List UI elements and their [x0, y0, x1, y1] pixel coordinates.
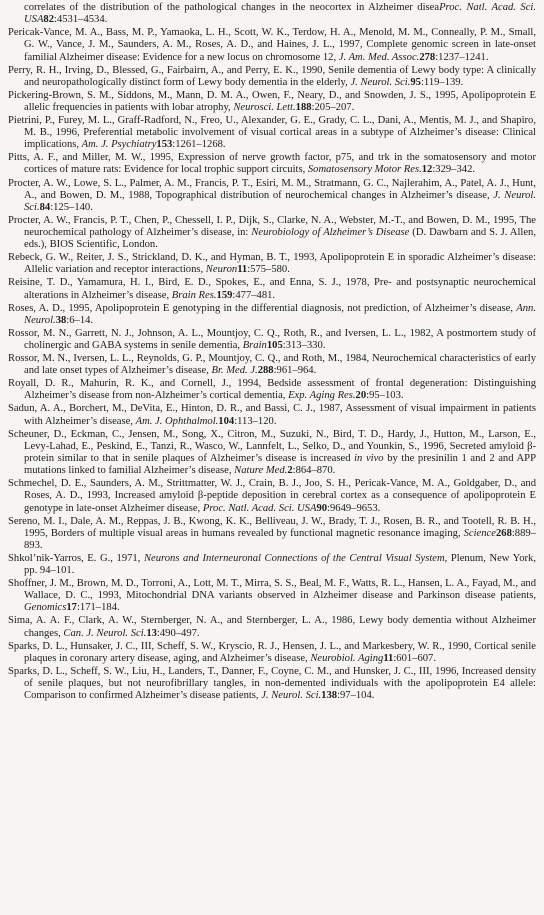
reference-pages: :601–607. [393, 652, 436, 664]
reference-pages: :119–139. [420, 76, 464, 88]
reference-journal: Neuron [205, 264, 238, 276]
reference-pages: :171–184. [76, 602, 120, 614]
reference-volume: 2 [287, 465, 293, 477]
reference-pages: :1261–1268. [172, 139, 226, 151]
reference-text: Schmechel, D. E., Saunders, A. M., Strittmatter, W. J., Crain, B. J., Joo, S. H., Pericak-Vance, M. A., Goldgaber, D., and Roses, A. D., 1993, Increased amyloid β-peptide deposition in cerebral cortex as a consequence of apolipoprotein E genotype in late-onset Alzheimer disease, [8, 478, 536, 514]
reference-volume: 38 [55, 314, 67, 326]
reference-volume: 138 [321, 690, 338, 702]
reference-list [8, 2, 536, 702]
reference-pages: :97–104. [337, 690, 375, 702]
reference-pages: :313–330. [282, 340, 326, 352]
reference-journal: J. Neurol. Sci. [24, 189, 536, 213]
reference-text: Rossor, M. N., Garrett, N. J., Johnson, A. L., Mountjoy, C. Q., Roth, R., and Iversen, L. L., 1982, A postmortem study of cholinergic and GABA systems in senile dementia, [8, 327, 536, 352]
reference-text: Procter, A. W., Francis, P. T., Chen, P., Chessell, I. P., Dijk, S., Clarke, N. A., Webster, M.-T., and Bowen, D. M., 1995, The neurochemical pathology of Alzheimer’s disease, in: [8, 214, 536, 239]
reference-journal: Genomics [24, 602, 67, 614]
reference-volume: 104 [218, 415, 235, 427]
reference-journal: Exp. Aging Res. [288, 390, 356, 402]
reference-volume: 278 [419, 51, 436, 63]
reference-journal: Neurosci. Lett. [233, 101, 296, 113]
reference-text: Sereno, M. I., Dale, A. M., Reppas, J. B., Kwong, K. K., Belliveau, J. W., Brady, T. J., Rosen, B. R., and Tootell, R. B. H., 1995, Borders of multiple visual areas in humans revealed by functional magnetic resonance imaging, [8, 515, 536, 539]
reference-text: Pitts, A. F., and Miller, M. W., 1995, Expression of nerve growth factor, p75, and trk in the somatosensory and motor cortices of mature rats: Evidence for local trophic support circuits, [8, 152, 536, 176]
reference-entry [8, 90, 536, 114]
reference-text: Procter, A. W., Lowe, S. L., Palmer, A. M., Francis, P. T., Esiri, M. M., Stratmann, G. C., Najlerahim, A., Patel, A. J., Hunt, A., and Bowen, D. M., 1988, Topographical distribution of neurochemical changes in Alzheimer’s disease, [8, 177, 536, 201]
reference-italic-term: in vivo [354, 452, 384, 464]
reference-pages: :961–964. [273, 365, 317, 377]
reference-entry [8, 516, 536, 552]
reference-text: Shoffner, J. M., Brown, M. D., Torroni, A., Lott, M. T., Mirra, S. S., Beal, M. F., Watts, R. L., Hansen, L. A., Fayad, M., and Wallace, D. C., 1993, Mitochondrial DNA variants observed in Alzheimer disease and Parkinson disease patients, [8, 578, 536, 602]
reference-volume: 17 [66, 602, 77, 614]
reference-entry [8, 328, 536, 352]
reference-text: Pericak-Vance, M. A., Bass, M. P., Yamaoka, L. H., Scott, W. K., Terdow, H. A., Menold, M. M., Conneally, P. M., Small, G. W., Vance, J. M., Saunders, A. M., Roses, A. D., and Haines, J. L., 1997, Complete genomic screen in late-onset familial Alzheimer disease: Evidence for a new locus on chromosome 12, [8, 27, 536, 63]
reference-volume: 288 [257, 365, 274, 377]
reference-entry [8, 578, 536, 614]
reference-volume: 159 [216, 289, 233, 301]
reference-entry [8, 27, 536, 63]
reference-journal: Somatosensory Motor Res. [307, 164, 422, 176]
reference-entry [8, 615, 536, 639]
reference-journal: Can. J. Neurol. Sci. [63, 627, 147, 639]
reference-pages: :4531–4534. [54, 14, 108, 26]
reference-text: Royall, D. R., Mahurin, R. K., and Cornell, J., 1994, Bedside assessment of frontal degeneration: Distinguishing Alzheimer’s disease from non-Alzheimer’s cortical dementia, [8, 378, 536, 402]
reference-journal: Proc. Natl. Acad. Sci. USA [202, 502, 317, 514]
reference-journal: Neurons and Interneuronal Connections of the Central Visual System, [143, 552, 448, 564]
reference-entry [8, 353, 536, 377]
reference-volume: 12 [421, 164, 433, 176]
reference-volume: 105 [266, 340, 283, 352]
reference-pages: :205–207. [311, 101, 355, 113]
reference-pages: :6–14. [66, 314, 94, 326]
reference-text: Reisine, T. D., Yamamura, H. I., Bird, E. D., Spokes, E., and Enna, S. J., 1978, Pre- and postsynaptic neurochemical alterations in Alzheimer’s disease, [8, 277, 536, 301]
reference-pages: :575–580. [247, 264, 290, 276]
reference-pages: :125–140. [50, 201, 93, 213]
reference-text: Pickering-Brown, S. M., Siddons, M., Mann, D. M. A., Owen, F., Neary, D., and Snowden, J. S., 1995, Apolipoprotein E allelic frequencies in patients with lobar atrophy, [8, 89, 536, 113]
reference-text: Roses, A. D., 1995, Apolipoprotein E genotyping in the differential diagnosis, not prediction, of Alzheimer’s disease, [8, 302, 517, 314]
reference-entry [8, 641, 536, 665]
reference-journal: Am. J. Psychiatry [81, 139, 157, 151]
reference-pages: :1237–1241. [435, 51, 489, 63]
reference-volume: 90 [316, 502, 328, 514]
reference-text: by the presinilin 1 and 2 and APP mutations linked to familial Alzheimer’s disease, [24, 452, 536, 477]
reference-pages: :9649–9653. [327, 502, 381, 514]
reference-pages: :113–120. [234, 415, 277, 427]
reference-journal: Brain [242, 340, 267, 352]
reference-volume: 11 [383, 652, 394, 664]
reference-journal: J. Neurol. Sci. [261, 690, 322, 702]
reference-text: Scheuner, D., Eckman, C., Jensen, M., Song, X., Citron, M., Suzuki, N., Bird, T. D., Hardy, J., Hutton, M., Larson, E., Levy-Lahad, E., Peskind, E., Tanzi, R., Wasco, W., Lannfelt, L., Selko, D., and Younkin, S., 1996, Secreted amyloid β-protein similar to that in senile plaques of Alzheimer’s disease is increased [8, 428, 536, 464]
reference-entry [8, 215, 536, 251]
reference-volume: 268 [495, 527, 512, 539]
reference-journal: Am. J. Ophthalmol. [135, 415, 219, 427]
reference-journal: J. Am. Med. Assoc. [338, 51, 420, 63]
reference-journal: J. Neurol. Sci. [350, 76, 411, 88]
reference-pages: :329–342. [432, 164, 476, 176]
reference-journal: Proc. Natl. Acad. Sci. USA [24, 2, 536, 26]
reference-text: Perry, R. H., Irving, D., Blessed, G., Fairbairn, A., and Perry, E. K., 1990, Senile dementia of Lewy body type: A clinically and neuropathologically distinct form of Lewy body dementia in the elderly, [8, 64, 536, 88]
reference-text: Sparks, D. L., Scheff, S. W., Liu, H., Landers, T., Danner, F., Coyne, C. M., and Hunsker, J. C., III, 1996, Increased density of senile plaques, but not neurofibrillary tangles, in non-demented individuals with the apolipoprotein E4 allele: Comparison to confirmed Alzheimer’s disease patients, [8, 665, 536, 702]
reference-entry [8, 666, 536, 702]
reference-journal: Br. Med. J. [211, 365, 258, 377]
reference-entry [8, 378, 536, 402]
reference-volume: 188 [295, 101, 312, 113]
reference-volume: 13 [146, 627, 157, 639]
reference-journal: Nature Med. [234, 465, 288, 477]
reference-entry [8, 65, 536, 89]
reference-journal: Science [463, 527, 496, 539]
reference-pages: :95–103. [366, 390, 404, 402]
reference-entry [8, 277, 536, 301]
reference-entry [8, 252, 536, 276]
reference-entry [8, 478, 536, 514]
reference-pages: :889–893. [24, 527, 536, 551]
reference-pages: :864–870. [292, 465, 336, 477]
reference-entry [8, 152, 536, 176]
reference-continuation [8, 2, 536, 26]
reference-text: Rebeck, G. W., Reiter, J. S., Strickland, D. K., and Hyman, B. T., 1993, Apolipoprotein E in sporadic Alzheimer’s disease: Allelic variation and receptor interactions, [8, 252, 536, 276]
reference-text: correlates of the distribution of the pathological changes in the neocortex in Alzheimer disea [24, 2, 440, 13]
reference-journal: Neurobiology of Alzheimer’s Disease [251, 227, 410, 239]
reference-entry [8, 115, 536, 151]
reference-pages: (D. Dawbarn and S. J. Allen, eds.), BIOS Scientific, London. [24, 227, 536, 251]
reference-pages: Plenum, New York, pp. 94–101. [24, 552, 536, 577]
reference-text: Shkol’nik-Yarros, E. G., 1971, [8, 552, 144, 564]
reference-volume: 11 [237, 264, 248, 276]
reference-pages: :477–481. [232, 289, 276, 301]
reference-journal: Ann. Neurol. [24, 302, 536, 326]
reference-text: Rossor, M. N., Iversen, L. L., Reynolds, G. P., Mountjoy, C. Q., and Roth, M., 1984, Neurochemical characteristics of early and late onset types of Alzheimer’s disease, [8, 353, 536, 377]
reference-text: Sima, A. A. F., Clark, A. W., Sternberger, N. A., and Sternberger, L. A., 1986, Lewy body dementia without Alzheimer changes, [8, 615, 536, 639]
reference-pages: :490–497. [156, 627, 200, 639]
reference-journal: Brain Res. [171, 289, 217, 301]
reference-volume: 84 [39, 201, 51, 213]
reference-volume: 153 [156, 139, 173, 151]
reference-entry [8, 178, 536, 214]
reference-text: Sparks, D. L., Hunsaker, J. C., III, Scheff, S. W., Kryscio, R. J., Hensen, J. L., and Markesbery, W. R., 1990, Cortical senile plaques in coronary artery disease, aging, and Alzheimer’s disease, [8, 640, 536, 664]
reference-volume: 95 [410, 76, 421, 88]
reference-entry [8, 553, 536, 577]
reference-journal: Neurobiol. Aging [310, 652, 384, 664]
reference-volume: 20 [355, 390, 367, 402]
reference-volume: 82 [43, 14, 55, 26]
reference-entry [8, 303, 536, 327]
reference-text: Pietrini, P., Furey, M. L., Graff-Radford, N., Freo, U., Alexander, G. E., Grady, C. L., Dani, A., Mentis, M. J., and Shapiro, M. B., 1996, Preferential metabolic involvement of visual cortical areas in a subtype of Alzheimer’s disease: Clinical implications, [8, 114, 536, 151]
reference-entry [8, 429, 536, 478]
reference-text: Sadun, A. A., Borchert, M., DeVita, E., Hinton, D. R., and Bassi, C. J., 1987, Assessment of visual impairment in patients with Alzheimer’s disease, [8, 403, 536, 427]
reference-entry [8, 403, 536, 427]
